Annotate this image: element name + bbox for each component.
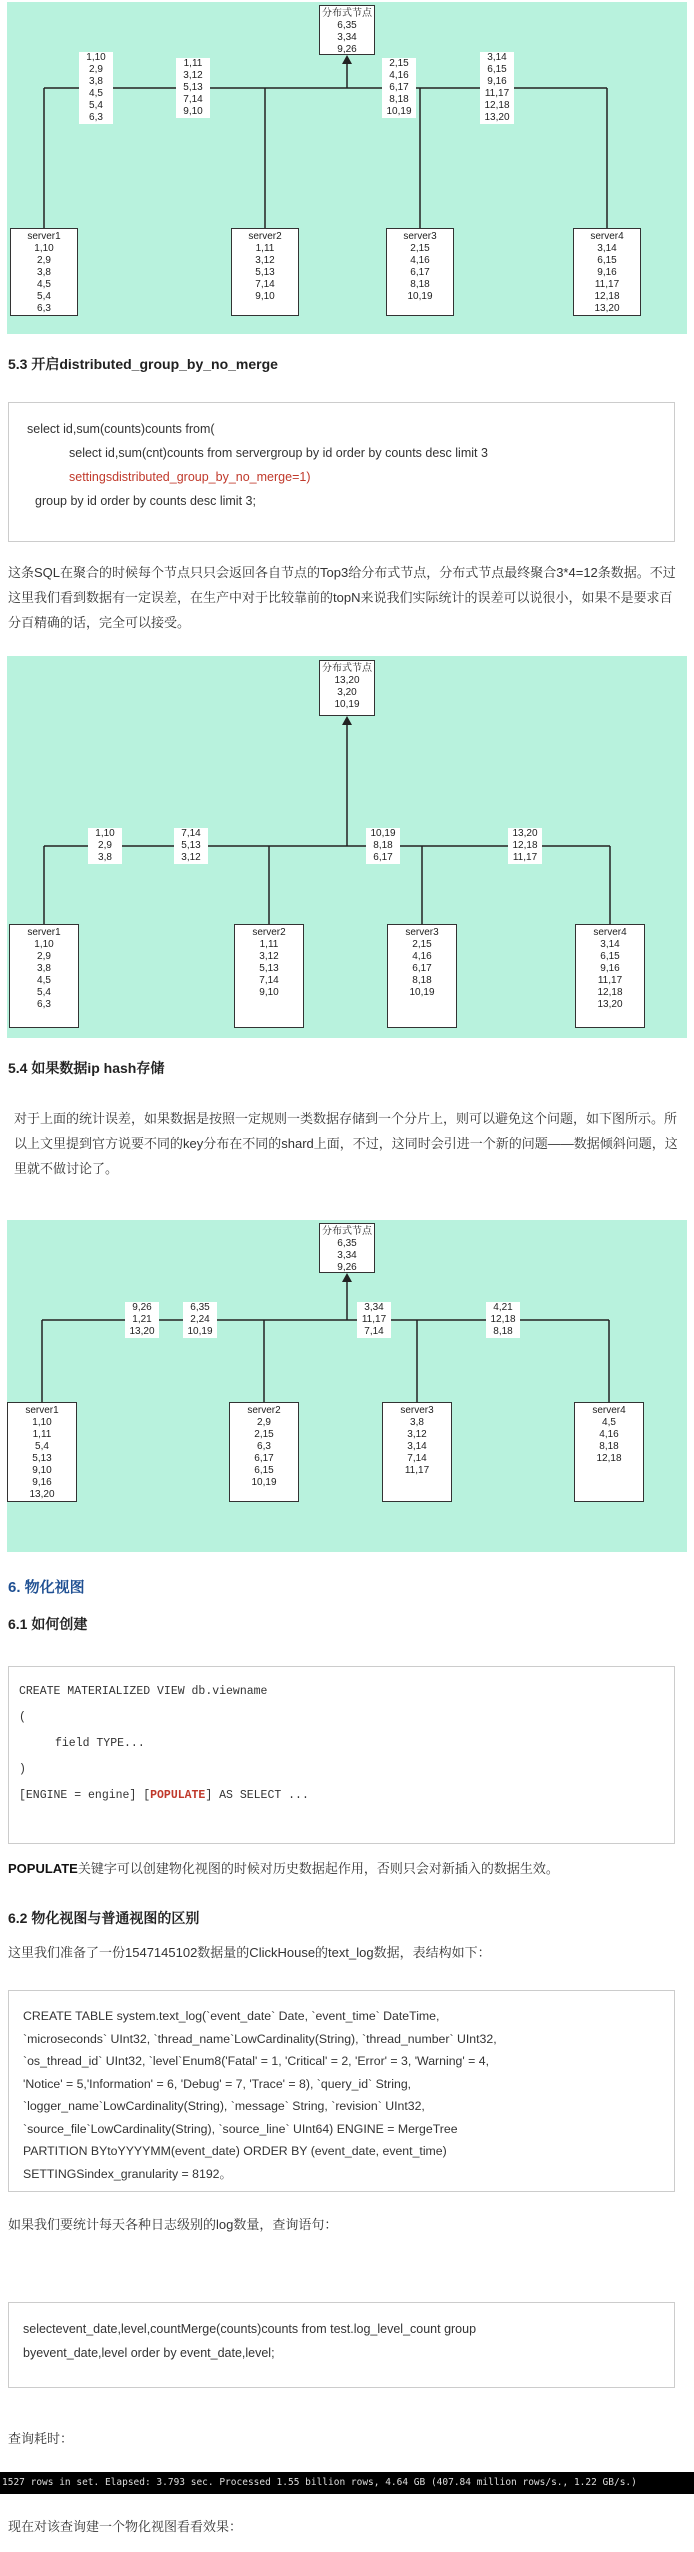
edge-label-1 (88, 828, 122, 864)
paragraph-text-log-intro: 这里我们准备了一份1547145102数据量的ClickHouse的text_log数据，表结构如下： (8, 1945, 491, 1960)
server-value: 7,14 (407, 1453, 427, 1464)
edge-value: 13,20 (512, 828, 538, 839)
code-line: CREATE TABLE system.text_log(`event_date` Date, `event_time` DateTime, (23, 2009, 440, 2023)
server-value: 4,16 (412, 951, 432, 962)
edge-value: 3,34 (364, 1302, 384, 1313)
server-label: server3 (405, 927, 439, 938)
code-line: field TYPE... (55, 1737, 145, 1750)
server-value: 9,16 (32, 1477, 52, 1488)
server-value: 3,14 (600, 939, 620, 950)
node-value: 9,26 (337, 1262, 357, 1273)
edge-value: 8,18 (373, 840, 393, 851)
diagram-no-merge (7, 656, 687, 1038)
server-label: server2 (247, 1405, 281, 1416)
code-line: `source_file`LowCardinality(String), `source_line` UInt64) ENGINE = MergeTree (23, 2121, 458, 2136)
code-line: group by id order by counts desc limit 3; (35, 494, 256, 508)
server-node-1 (7, 1402, 77, 1502)
server-value: 9,16 (600, 963, 620, 974)
code-line: `microseconds` UInt32, `thread_name`LowCardinality(String), `thread_number` UInt32, (23, 2031, 497, 2046)
server-value: 4,16 (410, 255, 430, 266)
edge-value: 1,21 (132, 1314, 152, 1325)
node-label: 分布式节点 (322, 8, 372, 19)
server-value: 8,18 (412, 975, 432, 986)
server-value: 9,10 (259, 987, 279, 998)
server-value: 2,15 (410, 243, 430, 254)
server-node-3 (387, 924, 457, 1028)
edge-label-4 (486, 1302, 520, 1338)
server-value: 5,4 (37, 291, 51, 302)
edge-value: 2,15 (389, 58, 409, 69)
server-label: server2 (248, 231, 282, 242)
node-value: 9,26 (337, 44, 357, 55)
edge-value: 8,18 (493, 1326, 513, 1337)
server-value: 9,10 (255, 291, 275, 302)
edge-value: 6,17 (373, 852, 393, 863)
paragraph-create-view: 现在对该查询建一个物化视图看看效果： (8, 2519, 243, 2534)
server-value: 12,18 (594, 291, 620, 302)
server-value: 13,20 (597, 999, 623, 1010)
server-value: 9,10 (32, 1465, 52, 1476)
server-value: 6,15 (254, 1465, 274, 1476)
paragraph-stat-intro: 如果我们要统计每天各种日志级别的log数量，查询语句： (8, 2217, 338, 2232)
server-value: 1,11 (255, 243, 275, 254)
server-value: 1,10 (34, 939, 54, 950)
edge-value: 6,3 (89, 112, 103, 123)
section-6-1-heading: 6.1 如何创建 (8, 1616, 88, 1632)
code-line: byevent_date,level order by event_date,level; (23, 2346, 275, 2360)
server-value: 8,18 (599, 1441, 619, 1452)
node-value: 3,20 (337, 687, 357, 698)
edge-value: 4,21 (493, 1302, 513, 1313)
code-block-no-merge (8, 402, 675, 542)
edge-label-4 (508, 828, 542, 864)
edge-value: 2,9 (89, 64, 103, 75)
server-value: 6,17 (410, 267, 430, 278)
edge-value: 11,17 (361, 1314, 387, 1325)
server-value: 3,8 (410, 1417, 424, 1428)
node-value: 6,35 (337, 20, 357, 31)
paragraph-ip-hash: 对于上面的统计误差，如果数据是按照一定规则一类数据存储到一个分片上，则可以避免这个问题，如下图所示。所以上文里提到官方说要不同的key分布在不同的shard上面，不过，这同时会引进一个新的问题——数据倾斜问题，这里就不做讨论了。 (14, 1111, 678, 1176)
server-node-2 (229, 1402, 299, 1502)
code-line: selectevent_date,level,countMerge(counts)counts from test.log_level_count group (23, 2322, 477, 2336)
server-value: 6,3 (37, 999, 51, 1010)
edge-label-3 (366, 828, 400, 864)
server-value: 5,4 (37, 987, 51, 998)
server-value: 2,15 (412, 939, 432, 950)
edge-value: 8,18 (389, 94, 409, 105)
edge-value: 10,19 (187, 1326, 213, 1337)
server-label: server1 (27, 927, 61, 938)
distributed-node (319, 5, 375, 55)
server-value: 7,14 (259, 975, 279, 986)
server-node-3 (382, 1402, 452, 1502)
server-value: 3,14 (597, 243, 617, 254)
edge-value: 10,19 (386, 106, 412, 117)
code-line-settings: settingsdistributed_group_by_no_merge=1) (69, 470, 311, 484)
server-label: server4 (590, 231, 624, 242)
edge-label-1 (79, 52, 113, 124)
server-value: 2,15 (254, 1429, 274, 1440)
node-value: 3,34 (337, 32, 357, 43)
edge-label-2 (183, 1302, 217, 1338)
section-5-3-heading: 5.3 开启distributed_group_by_no_merge (8, 356, 278, 372)
server-value: 5,4 (35, 1441, 49, 1452)
edge-value: 3,12 (183, 70, 203, 81)
code-line: PARTITION BYtoYYYYMM(event_date) ORDER BY (event_date, event_time) (23, 2144, 447, 2158)
server-value: 4,5 (37, 279, 51, 290)
edge-value: 13,20 (129, 1326, 155, 1337)
edge-value: 3,12 (181, 852, 201, 863)
populate-text: 关键字可以创建物化视图的时候对历史数据起作用，否则只会对新插入的数据生效。 (77, 1861, 559, 1876)
server-node-4 (575, 924, 645, 1028)
server-value: 8,18 (410, 279, 430, 290)
section-6-2-heading: 6.2 物化视图与普通视图的区别 (8, 1910, 200, 1926)
server-value: 10,19 (409, 987, 435, 998)
code-line: ) (19, 1763, 26, 1776)
server-value: 11,17 (594, 279, 620, 290)
edge-value: 1,11 (183, 58, 203, 69)
section-6-heading: 6. 物化视图 (8, 1579, 85, 1596)
server-value: 13,20 (594, 303, 620, 314)
node-value: 6,35 (337, 1238, 357, 1249)
node-label: 分布式节点 (322, 663, 372, 674)
server-value: 6,17 (412, 963, 432, 974)
arrow-head (342, 716, 352, 725)
server-value: 12,18 (596, 1453, 622, 1464)
server-value: 2,9 (37, 951, 51, 962)
server-node-2 (234, 924, 304, 1028)
server-label: server1 (27, 231, 61, 242)
populate-keyword: POPULATE (8, 1861, 78, 1876)
server-value: 1,11 (259, 939, 279, 950)
edge-value: 7,14 (364, 1326, 384, 1337)
node-value: 10,19 (334, 699, 360, 710)
edge-value: 13,20 (484, 112, 510, 123)
server-value: 1,10 (32, 1417, 52, 1428)
server-label: server1 (25, 1405, 59, 1416)
edge-value: 9,10 (183, 106, 203, 117)
query-time-label: 查询耗时： (8, 2431, 74, 2446)
node-label: 分布式节点 (322, 1226, 372, 1237)
edge-value: 5,13 (181, 840, 201, 851)
edge-value: 11,17 (484, 88, 510, 99)
server-value: 11,17 (597, 975, 623, 986)
arrow-head (342, 55, 352, 64)
edge-value: 1,10 (86, 52, 106, 63)
server-value: 11,17 (404, 1465, 430, 1476)
server-value: 3,12 (255, 255, 275, 266)
server-node-1 (10, 228, 78, 316)
server-label: server3 (400, 1405, 434, 1416)
code-line: `os_thread_id` UInt32, `level`Enum8('Fatal' = 1, 'Critical' = 2, 'Error' = 3, 'Warning' = 4, (23, 2054, 489, 2068)
code-line (19, 1785, 664, 1807)
edge-value: 4,5 (89, 88, 103, 99)
code-line: CREATE MATERIALIZED VIEW db.viewname (19, 1685, 268, 1698)
edge-value: 3,8 (89, 76, 103, 87)
server-value: 6,17 (254, 1453, 274, 1464)
server-label: server4 (593, 927, 627, 938)
edge-label-3 (357, 1302, 391, 1338)
server-value: 6,3 (37, 303, 51, 314)
edge-label-1 (125, 1302, 159, 1338)
server-value: 13,20 (29, 1489, 55, 1500)
edge-value: 11,17 (512, 852, 538, 863)
diagram-ip-hash (7, 1220, 687, 1552)
server-node-2 (231, 228, 299, 316)
terminal-output: 1527 rows in set. Elapsed: 3.793 sec. Processed 1.55 billion rows, 4.64 GB (407.84 million rows/s., 1.22 GB/s.) (0, 2472, 694, 2494)
server-value: 2,9 (37, 255, 51, 266)
arrow-head (342, 1273, 352, 1282)
code-block-create-view (8, 1666, 675, 1844)
distributed-node (319, 660, 375, 716)
server-value: 10,19 (251, 1477, 277, 1488)
server-node-4 (573, 228, 641, 316)
edge-value: 3,8 (98, 852, 112, 863)
edge-label-2 (176, 58, 210, 118)
server-label: server4 (592, 1405, 626, 1416)
edge-value: 6,35 (190, 1302, 210, 1313)
server-value: 5,13 (32, 1453, 52, 1464)
server-value: 1,10 (34, 243, 54, 254)
edge-value: 6,15 (487, 64, 507, 75)
code-line: SETTINGSindex_granularity = 8192。 (23, 2166, 232, 2181)
edge-value: 12,18 (484, 100, 510, 111)
server-value: 3,8 (37, 267, 51, 278)
server-value: 4,5 (602, 1417, 616, 1428)
edge-value: 9,16 (487, 76, 507, 87)
server-value: 6,15 (600, 951, 620, 962)
edge-label-4 (480, 52, 514, 124)
server-node-4 (574, 1402, 644, 1502)
code-block-create-table (8, 1990, 675, 2192)
edge-value: 2,9 (98, 840, 112, 851)
section-5-4-heading: 5.4 如果数据ip hash存储 (8, 1060, 165, 1076)
server-value: 4,16 (599, 1429, 619, 1440)
edge-value: 4,16 (389, 70, 409, 81)
node-value: 13,20 (334, 675, 360, 686)
server-value: 3,12 (259, 951, 279, 962)
server-value: 9,16 (597, 267, 617, 278)
code-keyword-populate: POPULATE (150, 1789, 206, 1802)
code-line: select id,sum(counts)counts from( (27, 422, 215, 436)
server-value: 1,11 (32, 1429, 52, 1440)
server-value: 5,13 (255, 267, 275, 278)
server-value: 3,8 (37, 963, 51, 974)
diagram-top3-per-node (7, 2, 687, 334)
code-block-query (8, 2302, 675, 2388)
code-line: ( (19, 1711, 26, 1724)
server-value: 3,12 (407, 1429, 427, 1440)
edge-value: 12,18 (512, 840, 538, 851)
server-value: 6,3 (257, 1441, 271, 1452)
code-fragment: [ENGINE = engine] [ (19, 1789, 151, 1802)
node-value: 3,34 (337, 1250, 357, 1261)
populate-description (8, 1856, 684, 1881)
code-line: 'Notice' = 5,'Information' = 6, 'Debug' = 7, 'Trace' = 8), `query_id` String, (23, 2076, 412, 2091)
edge-label-3 (382, 58, 416, 118)
edge-value: 6,17 (389, 82, 409, 93)
edge-value: 2,24 (190, 1314, 210, 1325)
paragraph-no-merge: 这条SQL在聚合的时候每个节点只只会返回各自节点的Top3给分布式节点，分布式节点最终聚合3*4=12条数据。不过这里我们看到数据有一定误差，在生产中对于比较靠前的topN来说我们实际统计的误差可以说很小，如果不是要求百分百精确的话，完全可以接受。 (8, 565, 676, 630)
edge-value: 10,19 (370, 828, 396, 839)
server-value: 7,14 (255, 279, 275, 290)
server-value: 12,18 (597, 987, 623, 998)
edge-value: 5,13 (183, 82, 203, 93)
code-fragment: ] AS SELECT ... (205, 1789, 309, 1802)
server-label: server3 (403, 231, 437, 242)
edge-value: 5,4 (89, 100, 103, 111)
server-label: server2 (252, 927, 286, 938)
code-line: `logger_name`LowCardinality(String), `message` String, `revision` UInt32, (23, 2099, 425, 2113)
edge-value: 7,14 (183, 94, 203, 105)
server-value: 5,13 (259, 963, 279, 974)
edge-value: 3,14 (487, 52, 507, 63)
edge-label-2 (174, 828, 208, 864)
distributed-node (319, 1223, 375, 1273)
server-node-3 (386, 228, 454, 316)
edge-value: 7,14 (181, 828, 201, 839)
edge-value: 12,18 (490, 1314, 516, 1325)
edge-value: 1,10 (95, 828, 115, 839)
server-value: 2,9 (257, 1417, 271, 1428)
server-value: 10,19 (407, 291, 433, 302)
server-value: 4,5 (37, 975, 51, 986)
server-node-1 (9, 924, 79, 1028)
code-line: select id,sum(cnt)counts from servergroup by id order by counts desc limit 3 (69, 446, 488, 460)
server-value: 3,14 (407, 1441, 427, 1452)
server-value: 6,15 (597, 255, 617, 266)
edge-value: 9,26 (132, 1302, 152, 1313)
